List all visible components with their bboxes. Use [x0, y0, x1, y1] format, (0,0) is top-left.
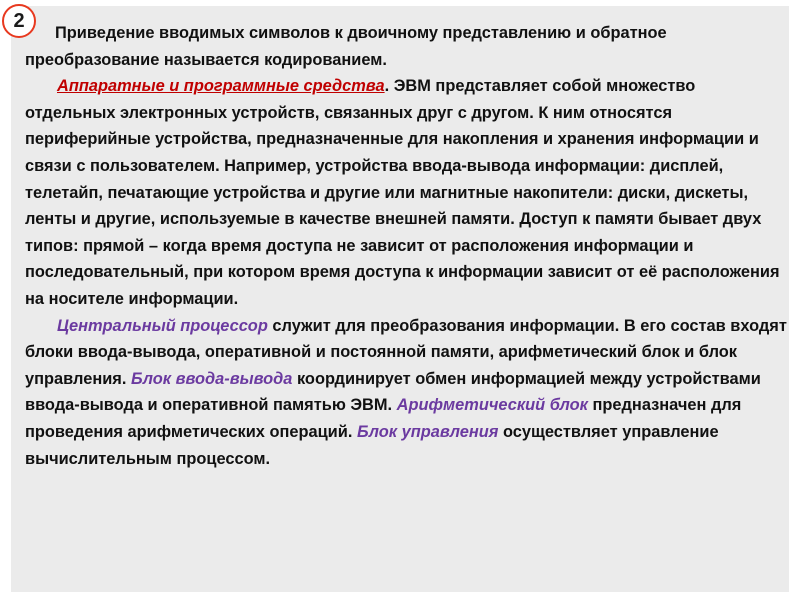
term-io-block: Блок ввода-вывода	[130, 369, 293, 388]
paragraph-cpu	[25, 313, 790, 473]
term-arithmetic-block: Арифметический блок	[396, 396, 588, 415]
paragraph-encoding	[25, 20, 790, 73]
term-control-block: Блок управления	[356, 422, 499, 441]
paragraph-cpu-text-3: предназначен для проведения арифметических операций.	[25, 396, 742, 441]
paragraph-cpu-text-4: осуществляет управление вычислительным процессом.	[25, 422, 719, 468]
paragraph-hardware	[25, 73, 790, 312]
term-hardware-software: Аппаратные и программные средства	[57, 77, 385, 96]
paragraph-cpu-text-2: координирует обмен информацией между устройствами ввода-вывода и оперативной памятью ЭВМ.	[25, 369, 761, 415]
body-text	[25, 20, 790, 472]
slide-number-badge: 2	[2, 4, 36, 38]
content-panel	[11, 6, 789, 592]
paragraph-cpu-text-1: служит для преобразования информации. В его состав входят блоки ввода-вывода, оперативной и постоянной памяти, арифметический блок и блок управления.	[25, 316, 787, 388]
term-cpu: Центральный процессор	[57, 316, 268, 335]
paragraph-hardware-text: . ЭВМ представляет собой множество отдельных электронных устройств, связанных друг с другом. К ним относятся периферийные устройства, предназначенные для накопления и хранения информации и связи с пользователем. Например, устройства ввода-вывода информации: дисплей, телетайп, печатающие устройства и другие или магнитные накопители: диски, дискеты, ленты и другие, используемые в качестве внешней памяти. Доступ к памяти бывает двух типов: прямой – когда время доступа не зависит от расположения информации и последовательный, при котором время доступа к информации зависит от её расположения на носителе информации.	[25, 77, 780, 308]
paragraph-encoding-text: Приведение вводимых символов к двоичному представлению и обратное преобразование называется кодированием.	[25, 24, 667, 69]
